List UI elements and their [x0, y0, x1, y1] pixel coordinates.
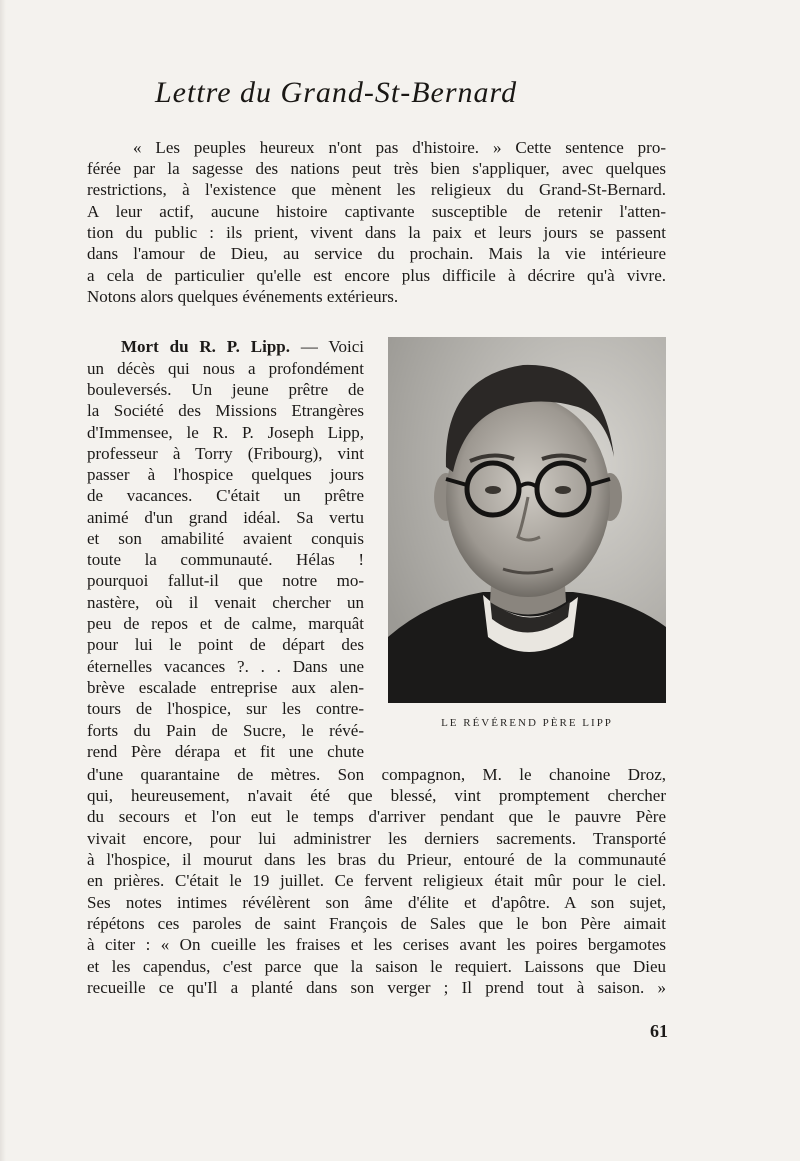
column-line: un décès qui nous a profondément: [87, 359, 364, 378]
section-heading: Mort du R. P. Lipp.: [121, 337, 290, 356]
body-line: à l'hospice, il mourut dans les bras du Prieur, entouré de la communauté: [87, 850, 666, 869]
column-line: d'Immensee, le R. P. Joseph Lipp,: [87, 423, 364, 442]
intro-line: Notons alors quelques événements extérieurs.: [87, 287, 399, 306]
column-line: la Société des Missions Etrangères: [87, 401, 364, 420]
intro-line: dans l'amour de Dieu, au service du prochain. Mais la vie intérieure: [87, 244, 666, 263]
portrait-photo: [388, 337, 666, 703]
intro-line: restrictions, à l'existence que mènent les religieux du Grand-St-Bernard.: [87, 180, 666, 199]
column-line: peu de repos et de calme, marquât: [87, 614, 364, 633]
page-title: Lettre du Grand-St-Bernard: [155, 76, 518, 109]
column-line: pour lui le point de départ des: [87, 635, 364, 654]
column-line: bouleversés. Un jeune prêtre de: [87, 380, 364, 399]
column-line: forts du Pain de Sucre, le révé-: [87, 721, 364, 740]
page-number: 61: [650, 1021, 668, 1041]
column-line: brève escalade entreprise aux alen-: [87, 678, 364, 697]
body-line: répétons ces paroles de saint François de Sales que le bon Père aimait: [87, 914, 666, 933]
intro-line: A leur actif, aucune histoire captivante susceptible de retenir l'atten-: [87, 202, 666, 221]
body-line: du secours et l'on eut le temps d'arriver pendant que le pauvre Père: [87, 807, 666, 826]
column-line: tours de l'hospice, sur les contre-: [87, 699, 364, 718]
page-edge-shadow: [0, 0, 6, 1161]
column-line: de vacances. C'était un prêtre: [87, 486, 364, 505]
body-line: d'une quarantaine de mètres. Son compagnon, M. le chanoine Droz,: [87, 765, 666, 784]
column-line: professeur à Torry (Fribourg), vint: [87, 444, 364, 463]
body-line: Ses notes intimes révélèrent son âme d'élite et d'apôtre. A son sujet,: [87, 893, 666, 912]
column-line: pourquoi fallut-il que notre mo-: [87, 571, 364, 590]
body-line: qui, heureusement, n'avait été que blessé, vint promptement chercher: [87, 786, 666, 805]
body-line: à citer : « On cueille les fraises et les cerises avant les poires bergamotes: [87, 935, 666, 954]
intro-line: férée par la sagesse des nations peut très bien s'appliquer, avec quelques: [87, 159, 666, 178]
intro-line: tion du public : ils prient, vivent dans la paix et leurs jours se passent: [87, 223, 666, 242]
photo-caption: LE RÉVÉREND PÈRE LIPP: [441, 717, 613, 729]
column-line: passer à l'hospice quelques jours: [87, 465, 364, 484]
column-line: animé d'un grand idéal. Sa vertu: [87, 508, 364, 527]
body-line: recueille ce qu'Il a planté dans son verger ; Il prend tout à saison. »: [87, 978, 666, 997]
section-heading-continuation: — Voici: [289, 337, 364, 356]
section-first-line: [121, 336, 364, 357]
column-line: toute la communauté. Hélas !: [87, 550, 364, 569]
body-line: et les capendus, c'est parce que la saison le requiert. Laissons que Dieu: [87, 957, 666, 976]
column-line: rend Père dérapa et fit une chute: [87, 742, 364, 761]
intro-line: « Les peuples heureux n'ont pas d'histoire. » Cette sentence pro-: [133, 138, 666, 157]
column-line: éternelles vacances ?. . . Dans une: [87, 657, 364, 676]
column-line: et son amabilité avaient conquis: [87, 529, 364, 548]
body-line: en prières. C'était le 19 juillet. Ce fervent religieux était mûr pour le ciel.: [87, 871, 666, 890]
intro-line: a cela de particulier qu'elle est encore plus difficile à décrire qu'à vivre.: [87, 266, 666, 285]
column-line: nastère, où il venait chercher un: [87, 593, 364, 612]
body-line: vivait encore, pour lui administrer les derniers sacrements. Transporté: [87, 829, 666, 848]
